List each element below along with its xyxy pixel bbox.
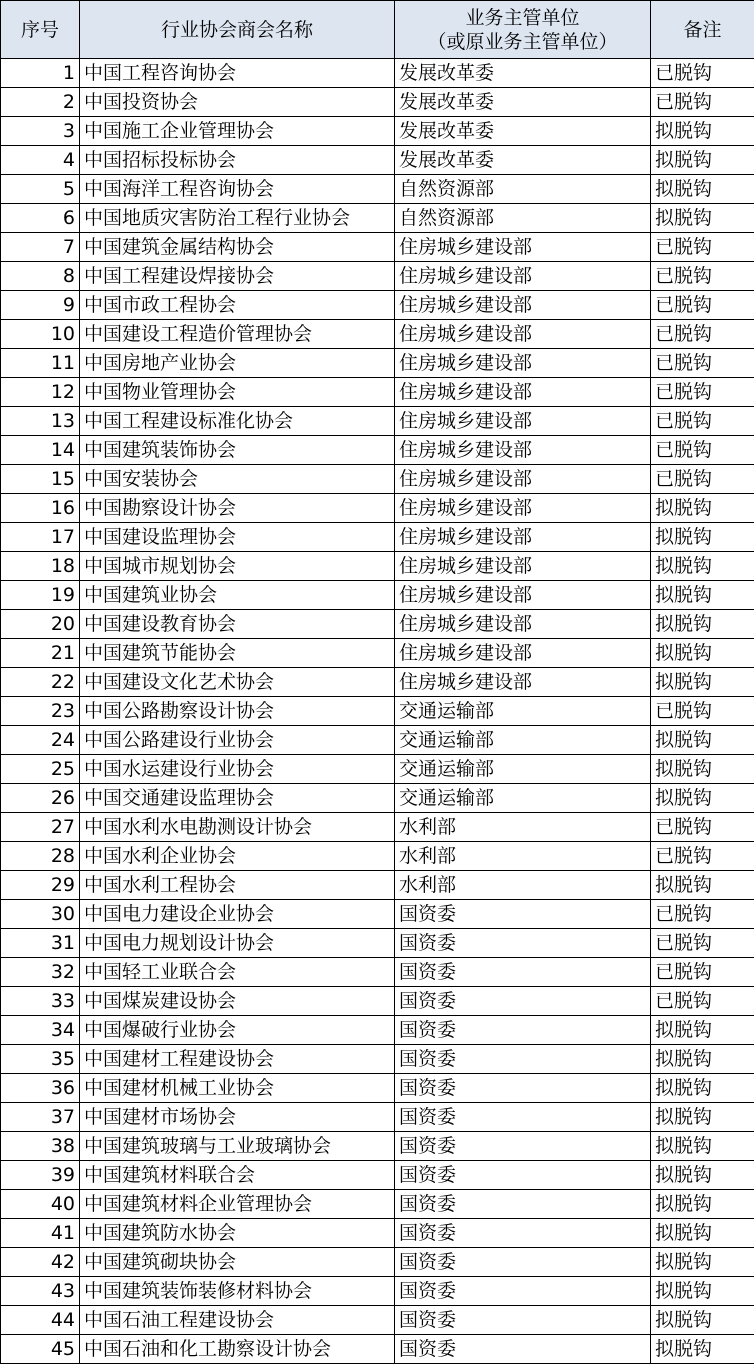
association-name: 中国煤炭建设协会 [80, 987, 395, 1016]
status-note: 拟脱钩 [651, 668, 754, 697]
status-note: 已脱钩 [651, 233, 754, 262]
header-dept [395, 1, 651, 59]
row-number: 45 [1, 1335, 80, 1364]
table-row [1, 842, 754, 871]
row-number: 20 [1, 610, 80, 639]
row-number: 10 [1, 320, 80, 349]
association-name: 中国房地产业协会 [80, 349, 395, 378]
row-number: 2 [1, 88, 80, 117]
status-note: 拟脱钩 [651, 639, 754, 668]
supervising-unit: 水利部 [395, 842, 651, 871]
association-name: 中国石油和化工勘察设计协会 [80, 1335, 395, 1364]
status-note: 已脱钩 [651, 320, 754, 349]
row-number: 30 [1, 900, 80, 929]
row-number: 44 [1, 1306, 80, 1335]
supervising-unit: 交通运输部 [395, 784, 651, 813]
supervising-unit: 住房城乡建设部 [395, 407, 651, 436]
table-row [1, 813, 754, 842]
supervising-unit: 发展改革委 [395, 59, 651, 88]
row-number: 25 [1, 755, 80, 784]
association-name: 中国安装协会 [80, 465, 395, 494]
table-row [1, 987, 754, 1016]
supervising-unit: 国资委 [395, 1306, 651, 1335]
header-dept-line2: （或原业务主管单位） [399, 30, 646, 54]
table-row [1, 1306, 754, 1335]
status-note: 拟脱钩 [651, 1045, 754, 1074]
supervising-unit: 住房城乡建设部 [395, 291, 651, 320]
association-name: 中国建材机械工业协会 [80, 1074, 395, 1103]
association-name: 中国工程咨询协会 [80, 59, 395, 88]
status-note: 拟脱钩 [651, 1103, 754, 1132]
row-number: 27 [1, 813, 80, 842]
row-number: 21 [1, 639, 80, 668]
association-name: 中国公路勘察设计协会 [80, 697, 395, 726]
table-row [1, 1103, 754, 1132]
table-row [1, 1190, 754, 1219]
association-name: 中国建材工程建设协会 [80, 1045, 395, 1074]
table-row [1, 1016, 754, 1045]
row-number: 24 [1, 726, 80, 755]
association-name: 中国城市规划协会 [80, 552, 395, 581]
row-number: 6 [1, 204, 80, 233]
status-note: 拟脱钩 [651, 581, 754, 610]
status-note: 已脱钩 [651, 378, 754, 407]
association-name: 中国建筑装饰协会 [80, 436, 395, 465]
row-number: 42 [1, 1248, 80, 1277]
association-name: 中国水运建设行业协会 [80, 755, 395, 784]
association-name: 中国交通建设监理协会 [80, 784, 395, 813]
status-note: 已脱钩 [651, 349, 754, 378]
status-note: 拟脱钩 [651, 1248, 754, 1277]
supervising-unit: 国资委 [395, 900, 651, 929]
supervising-unit: 水利部 [395, 871, 651, 900]
supervising-unit: 住房城乡建设部 [395, 233, 651, 262]
table-row [1, 697, 754, 726]
supervising-unit: 国资委 [395, 1016, 651, 1045]
table-row [1, 59, 754, 88]
supervising-unit: 国资委 [395, 958, 651, 987]
table-row [1, 581, 754, 610]
row-number: 14 [1, 436, 80, 465]
association-name: 中国建筑材料联合会 [80, 1161, 395, 1190]
association-name: 中国爆破行业协会 [80, 1016, 395, 1045]
row-number: 19 [1, 581, 80, 610]
association-name: 中国建筑节能协会 [80, 639, 395, 668]
row-number: 35 [1, 1045, 80, 1074]
table-row [1, 465, 754, 494]
table-row [1, 320, 754, 349]
header-name: 行业协会商会名称 [80, 1, 395, 59]
supervising-unit: 住房城乡建设部 [395, 494, 651, 523]
supervising-unit: 交通运输部 [395, 755, 651, 784]
row-number: 4 [1, 146, 80, 175]
status-note: 已脱钩 [651, 842, 754, 871]
row-number: 3 [1, 117, 80, 146]
status-note: 拟脱钩 [651, 726, 754, 755]
table-row [1, 88, 754, 117]
supervising-unit: 交通运输部 [395, 726, 651, 755]
table-row [1, 668, 754, 697]
table-row [1, 436, 754, 465]
supervising-unit: 发展改革委 [395, 117, 651, 146]
row-number: 33 [1, 987, 80, 1016]
row-number: 9 [1, 291, 80, 320]
supervising-unit: 自然资源部 [395, 204, 651, 233]
status-note: 已脱钩 [651, 291, 754, 320]
table-row [1, 233, 754, 262]
association-name: 中国建设文化艺术协会 [80, 668, 395, 697]
table-row [1, 1161, 754, 1190]
association-name: 中国建筑材料企业管理协会 [80, 1190, 395, 1219]
status-note: 已脱钩 [651, 59, 754, 88]
association-name: 中国建材市场协会 [80, 1103, 395, 1132]
association-name: 中国施工企业管理协会 [80, 117, 395, 146]
status-note: 拟脱钩 [651, 1074, 754, 1103]
status-note: 拟脱钩 [651, 204, 754, 233]
association-name: 中国轻工业联合会 [80, 958, 395, 987]
table-row [1, 726, 754, 755]
status-note: 拟脱钩 [651, 1219, 754, 1248]
supervising-unit: 住房城乡建设部 [395, 610, 651, 639]
status-note: 拟脱钩 [651, 1132, 754, 1161]
table-row [1, 262, 754, 291]
status-note: 拟脱钩 [651, 146, 754, 175]
status-note: 拟脱钩 [651, 1306, 754, 1335]
table-row [1, 1248, 754, 1277]
row-number: 13 [1, 407, 80, 436]
table-row [1, 1132, 754, 1161]
table-row [1, 494, 754, 523]
supervising-unit: 住房城乡建设部 [395, 262, 651, 291]
supervising-unit: 住房城乡建设部 [395, 465, 651, 494]
status-note: 已脱钩 [651, 900, 754, 929]
status-note: 拟脱钩 [651, 552, 754, 581]
table-row [1, 204, 754, 233]
supervising-unit: 国资委 [395, 1161, 651, 1190]
header-no: 序号 [1, 1, 80, 59]
row-number: 36 [1, 1074, 80, 1103]
header-note: 备注 [651, 1, 754, 59]
association-name: 中国建筑业协会 [80, 581, 395, 610]
status-note: 已脱钩 [651, 813, 754, 842]
status-note: 拟脱钩 [651, 523, 754, 552]
status-note: 拟脱钩 [651, 117, 754, 146]
status-note: 拟脱钩 [651, 1016, 754, 1045]
row-number: 17 [1, 523, 80, 552]
supervising-unit: 交通运输部 [395, 697, 651, 726]
table-body [1, 59, 754, 1364]
status-note: 已脱钩 [651, 987, 754, 1016]
supervising-unit: 国资委 [395, 1248, 651, 1277]
table-row [1, 349, 754, 378]
table-row [1, 1277, 754, 1306]
status-note: 已脱钩 [651, 262, 754, 291]
status-note: 已脱钩 [651, 465, 754, 494]
table-row [1, 1074, 754, 1103]
status-note: 拟脱钩 [651, 784, 754, 813]
row-number: 38 [1, 1132, 80, 1161]
association-name: 中国招标投标协会 [80, 146, 395, 175]
association-name: 中国建筑玻璃与工业玻璃协会 [80, 1132, 395, 1161]
status-note: 拟脱钩 [651, 871, 754, 900]
row-number: 31 [1, 929, 80, 958]
status-note: 拟脱钩 [651, 1277, 754, 1306]
status-note: 拟脱钩 [651, 1335, 754, 1364]
row-number: 29 [1, 871, 80, 900]
association-name: 中国建设监理协会 [80, 523, 395, 552]
supervising-unit: 发展改革委 [395, 146, 651, 175]
association-name: 中国物业管理协会 [80, 378, 395, 407]
supervising-unit: 住房城乡建设部 [395, 349, 651, 378]
supervising-unit: 国资委 [395, 1132, 651, 1161]
supervising-unit: 国资委 [395, 1219, 651, 1248]
table-row [1, 784, 754, 813]
association-name: 中国地质灾害防治工程行业协会 [80, 204, 395, 233]
supervising-unit: 自然资源部 [395, 175, 651, 204]
table-row [1, 291, 754, 320]
row-number: 8 [1, 262, 80, 291]
row-number: 26 [1, 784, 80, 813]
association-name: 中国建筑防水协会 [80, 1219, 395, 1248]
row-number: 40 [1, 1190, 80, 1219]
header-row [1, 1, 754, 59]
row-number: 43 [1, 1277, 80, 1306]
table-row [1, 639, 754, 668]
row-number: 11 [1, 349, 80, 378]
association-name: 中国海洋工程咨询协会 [80, 175, 395, 204]
association-name: 中国水利工程协会 [80, 871, 395, 900]
supervising-unit: 国资委 [395, 929, 651, 958]
status-note: 拟脱钩 [651, 494, 754, 523]
table-row [1, 407, 754, 436]
association-name: 中国石油工程建设协会 [80, 1306, 395, 1335]
association-name: 中国建设教育协会 [80, 610, 395, 639]
table-row [1, 378, 754, 407]
association-name: 中国水利企业协会 [80, 842, 395, 871]
association-name: 中国工程建设标准化协会 [80, 407, 395, 436]
table-row [1, 1045, 754, 1074]
association-name: 中国勘察设计协会 [80, 494, 395, 523]
supervising-unit: 国资委 [395, 1103, 651, 1132]
status-note: 拟脱钩 [651, 610, 754, 639]
table-row [1, 610, 754, 639]
supervising-unit: 住房城乡建设部 [395, 320, 651, 349]
supervising-unit: 国资委 [395, 1277, 651, 1306]
status-note: 已脱钩 [651, 697, 754, 726]
row-number: 15 [1, 465, 80, 494]
association-name: 中国建设工程造价管理协会 [80, 320, 395, 349]
row-number: 34 [1, 1016, 80, 1045]
status-note: 拟脱钩 [651, 1161, 754, 1190]
table-row [1, 755, 754, 784]
table-row [1, 900, 754, 929]
supervising-unit: 国资委 [395, 1335, 651, 1364]
row-number: 41 [1, 1219, 80, 1248]
row-number: 32 [1, 958, 80, 987]
row-number: 18 [1, 552, 80, 581]
association-name: 中国市政工程协会 [80, 291, 395, 320]
status-note: 已脱钩 [651, 436, 754, 465]
association-name: 中国建筑砌块协会 [80, 1248, 395, 1277]
supervising-unit: 住房城乡建设部 [395, 436, 651, 465]
row-number: 7 [1, 233, 80, 262]
row-number: 22 [1, 668, 80, 697]
table-row [1, 552, 754, 581]
table-row [1, 929, 754, 958]
row-number: 16 [1, 494, 80, 523]
table-row [1, 175, 754, 204]
supervising-unit: 国资委 [395, 1074, 651, 1103]
supervising-unit: 国资委 [395, 987, 651, 1016]
row-number: 1 [1, 59, 80, 88]
table-row [1, 871, 754, 900]
row-number: 5 [1, 175, 80, 204]
row-number: 23 [1, 697, 80, 726]
supervising-unit: 住房城乡建设部 [395, 552, 651, 581]
row-number: 37 [1, 1103, 80, 1132]
supervising-unit: 住房城乡建设部 [395, 668, 651, 697]
association-name: 中国电力建设企业协会 [80, 900, 395, 929]
supervising-unit: 国资委 [395, 1190, 651, 1219]
table-row [1, 1335, 754, 1364]
header-dept-line1: 业务主管单位 [399, 6, 646, 30]
association-name: 中国工程建设焊接协会 [80, 262, 395, 291]
association-name: 中国水利水电勘测设计协会 [80, 813, 395, 842]
supervising-unit: 发展改革委 [395, 88, 651, 117]
association-name: 中国公路建设行业协会 [80, 726, 395, 755]
supervising-unit: 住房城乡建设部 [395, 378, 651, 407]
table-row [1, 523, 754, 552]
table-row [1, 958, 754, 987]
row-number: 28 [1, 842, 80, 871]
table-row [1, 117, 754, 146]
supervising-unit: 住房城乡建设部 [395, 639, 651, 668]
table-row [1, 146, 754, 175]
supervising-unit: 水利部 [395, 813, 651, 842]
supervising-unit: 国资委 [395, 1045, 651, 1074]
status-note: 已脱钩 [651, 88, 754, 117]
row-number: 12 [1, 378, 80, 407]
association-name: 中国建筑金属结构协会 [80, 233, 395, 262]
status-note: 拟脱钩 [651, 755, 754, 784]
association-name: 中国电力规划设计协会 [80, 929, 395, 958]
association-name: 中国投资协会 [80, 88, 395, 117]
row-number: 39 [1, 1161, 80, 1190]
supervising-unit: 住房城乡建设部 [395, 581, 651, 610]
supervising-unit: 住房城乡建设部 [395, 523, 651, 552]
status-note: 拟脱钩 [651, 1190, 754, 1219]
status-note: 已脱钩 [651, 929, 754, 958]
status-note: 拟脱钩 [651, 175, 754, 204]
association-name: 中国建筑装饰装修材料协会 [80, 1277, 395, 1306]
status-note: 已脱钩 [651, 407, 754, 436]
status-note: 已脱钩 [651, 958, 754, 987]
table-row [1, 1219, 754, 1248]
